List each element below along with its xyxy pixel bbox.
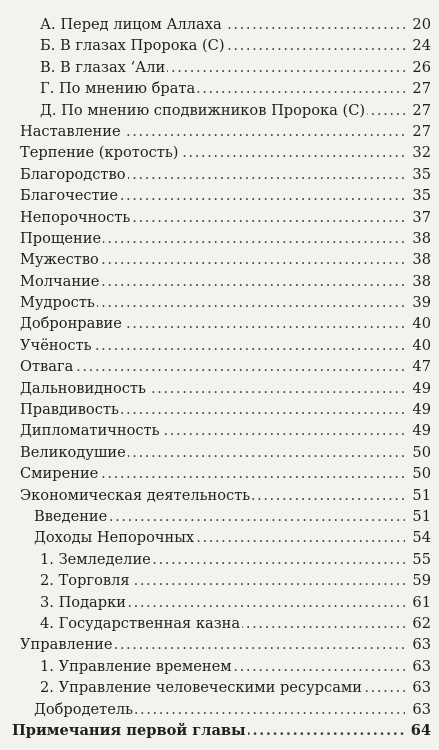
toc-entry	[0, 14, 439, 35]
toc-entry-title: Добродетель	[34, 699, 135, 720]
toc-entry-page-number: 49	[405, 399, 431, 420]
toc-entry-title: 3. Подарки	[40, 592, 128, 613]
toc-entry-page-number: 63	[405, 656, 431, 677]
toc-entry	[0, 207, 439, 228]
toc-entry	[0, 570, 439, 591]
toc-entry-title: Доходы Непорочных	[34, 527, 196, 548]
table-of-contents	[0, 14, 439, 741]
toc-entry-title: Смирение	[20, 463, 100, 484]
toc-entry	[0, 356, 439, 377]
toc-entry	[0, 720, 439, 741]
toc-entry-title: Терпение (кротость)	[20, 142, 181, 163]
toc-entry-page-number: 55	[405, 549, 431, 570]
toc-entry-page-number: 51	[405, 485, 431, 506]
toc-entry-title: Дипломатичность	[20, 420, 162, 441]
toc-entry	[0, 57, 439, 78]
toc-entry-page-number: 40	[405, 313, 431, 334]
toc-entry-title: В. В глазах ‘Али	[40, 57, 167, 78]
toc-entry	[0, 634, 439, 655]
toc-entry-page-number: 59	[405, 570, 431, 591]
toc-entry-title: А. Перед лицом Аллаха	[40, 14, 224, 35]
toc-entry-page-number: 27	[405, 100, 431, 121]
toc-entry	[0, 121, 439, 142]
toc-entry	[0, 506, 439, 527]
toc-entry-page-number: 51	[405, 506, 431, 527]
toc-entry	[0, 378, 439, 399]
toc-entry-title: Правдивость	[20, 399, 121, 420]
toc-entry-page-number: 39	[405, 292, 431, 313]
toc-entry-page-number: 27	[405, 78, 431, 99]
toc-entry-title: 1. Управление временем	[40, 656, 234, 677]
toc-entry-title: 2. Управление человеческими ресурсами	[40, 677, 364, 698]
toc-entry-page-number: 20	[405, 14, 431, 35]
toc-entry-page-number: 35	[405, 185, 431, 206]
toc-entry-title: Управление	[20, 634, 115, 655]
toc-entry-page-number: 32	[405, 142, 431, 163]
toc-entry	[0, 677, 439, 698]
toc-entry-page-number: 63	[405, 699, 431, 720]
toc-entry	[0, 485, 439, 506]
toc-entry-title: 2. Торговля	[40, 570, 132, 591]
toc-entry	[0, 35, 439, 56]
toc-entry	[0, 185, 439, 206]
toc-entry-page-number: 49	[405, 420, 431, 441]
toc-entry-title: Отвага	[20, 356, 75, 377]
toc-entry-page-number: 38	[405, 249, 431, 270]
toc-entry	[0, 335, 439, 356]
toc-entry	[0, 656, 439, 677]
toc-entry-page-number: 50	[405, 463, 431, 484]
toc-entry	[0, 142, 439, 163]
toc-entry-title: 1. Земледелие	[40, 549, 153, 570]
toc-entry	[0, 78, 439, 99]
toc-dot-leader	[20, 356, 405, 377]
toc-entry-title: Благородство	[20, 164, 128, 185]
toc-entry-title: Добронравие	[20, 313, 124, 334]
toc-entry-page-number: 38	[405, 228, 431, 249]
toc-entry-page-number: 50	[405, 442, 431, 463]
toc-entry	[0, 100, 439, 121]
toc-entry	[0, 592, 439, 613]
toc-entry	[0, 313, 439, 334]
toc-entry-title: Б. В глазах Пророка (С)	[40, 35, 227, 56]
toc-entry	[0, 613, 439, 634]
toc-entry	[0, 249, 439, 270]
toc-entry	[0, 527, 439, 548]
toc-entry-title: Молчание	[20, 271, 101, 292]
toc-entry-page-number: 47	[405, 356, 431, 377]
toc-entry-title: Учёность	[20, 335, 94, 356]
toc-entry-title: Великодушие	[20, 442, 128, 463]
toc-entry	[0, 399, 439, 420]
toc-entry-page-number: 62	[405, 613, 431, 634]
toc-entry-title: Примечания первой главы	[12, 720, 248, 741]
toc-entry-page-number: 63	[405, 634, 431, 655]
toc-entry-title: Г. По мнению брата	[40, 78, 197, 99]
toc-entry-title: Наставление	[20, 121, 123, 142]
toc-entry-page-number: 63	[405, 677, 431, 698]
toc-entry-title: Дальновидность	[20, 378, 148, 399]
toc-entry-title: Мужество	[20, 249, 101, 270]
toc-entry	[0, 442, 439, 463]
toc-entry-page-number: 27	[405, 121, 431, 142]
toc-entry-page-number: 38	[405, 271, 431, 292]
toc-entry-page-number: 64	[405, 720, 431, 741]
toc-entry-page-number: 24	[405, 35, 431, 56]
toc-entry-page-number: 40	[405, 335, 431, 356]
toc-entry-title: Непорочность	[20, 207, 132, 228]
toc-entry-page-number: 35	[405, 164, 431, 185]
toc-entry-page-number: 49	[405, 378, 431, 399]
toc-entry-page-number: 61	[405, 592, 431, 613]
toc-entry-page-number: 54	[405, 527, 431, 548]
toc-entry	[0, 699, 439, 720]
toc-entry	[0, 463, 439, 484]
toc-entry	[0, 292, 439, 313]
toc-entry	[0, 420, 439, 441]
toc-entry-title: Прощение	[20, 228, 103, 249]
toc-entry-title: 4. Государственная казна	[40, 613, 242, 634]
toc-entry-page-number: 37	[405, 207, 431, 228]
toc-entry-title: Мудрость	[20, 292, 97, 313]
toc-entry-page-number: 26	[405, 57, 431, 78]
toc-entry-title: Введение	[34, 506, 109, 527]
toc-entry-title: Благочестие	[20, 185, 120, 206]
toc-entry	[0, 164, 439, 185]
toc-entry-title: Экономическая деятельность	[20, 485, 252, 506]
toc-entry	[0, 228, 439, 249]
toc-entry	[0, 549, 439, 570]
toc-entry-title: Д. По мнению сподвижников Пророка (С)	[40, 100, 367, 121]
toc-entry	[0, 271, 439, 292]
